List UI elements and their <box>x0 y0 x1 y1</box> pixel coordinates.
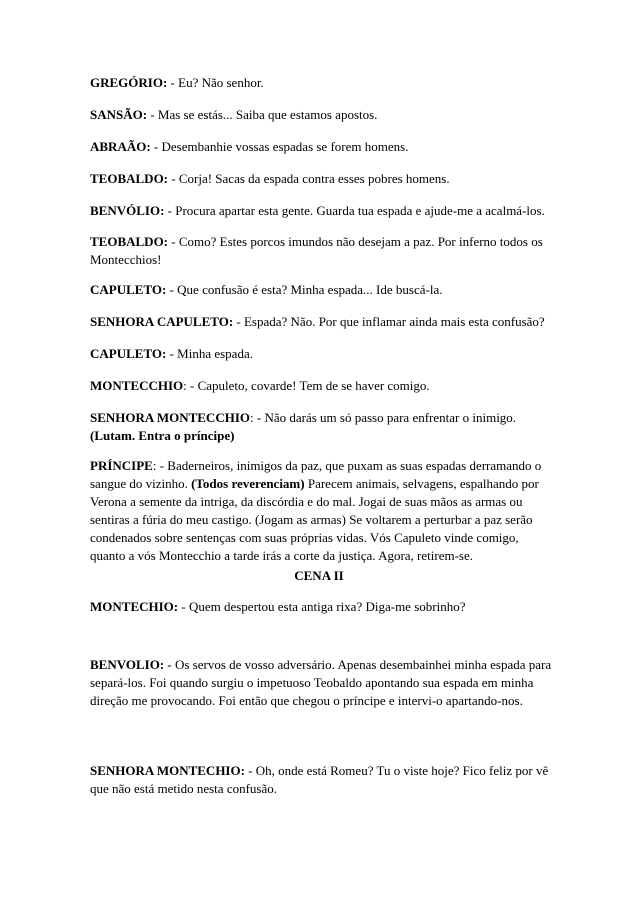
line-text: Parecem animais, selvagens, espalhando por Verona a semente da intriga, da discórdia e do mal. Jogai de suas mãos as armas ou sentiras a fúria do meu castigo. (Jogam as armas) Se voltarem a perturbar a paz serão condenados sobre sentenças com suas próprias vidas. Vós Capuleto vinde comigo, quanto a vós Montecchio a tarde irás a corte da justiça. Agora, retirem-se. <box>90 476 539 563</box>
speaker-name: CAPULETO: <box>90 282 167 297</box>
speaker-name: SANSÃO: <box>90 107 148 122</box>
dialogue-line <box>90 233 552 269</box>
line-text: - Desembanhie vossas espadas se forem homens. <box>150 139 409 154</box>
line-text: - Minha espada. <box>166 346 253 361</box>
line-text: - Corja! Sacas da espada contra esses pobres homens. <box>168 171 450 186</box>
line-text: - Como? Estes porcos imundos não desejam a paz. Por inferno todos os Montecchios! <box>90 234 543 267</box>
speaker-name: BENVÓLIO: <box>90 203 165 218</box>
scene-title: CENA II <box>294 568 344 583</box>
line-text: - Mas se estás... Saiba que estamos apostos. <box>147 107 378 122</box>
dialogue-line <box>90 313 552 331</box>
dialogue-line <box>90 106 552 124</box>
dialogue-line <box>90 202 552 220</box>
dialogue-line <box>90 138 552 156</box>
speaker-name: MONTECHIO: <box>90 599 179 614</box>
speaker-name: MONTECCHIO <box>90 378 184 393</box>
speaker-name: BENVOLIO: <box>90 657 165 672</box>
speaker-name: SENHORA MONTECCHIO <box>90 410 250 425</box>
dialogue-line <box>90 762 552 798</box>
dialogue-line <box>90 457 552 565</box>
dialogue-line <box>90 409 552 445</box>
line-text: - Eu? Não senhor. <box>167 75 264 90</box>
line-text: : - Não darás um só passo para enfrentar o inimigo. <box>250 410 517 425</box>
dialogue-line <box>90 281 552 299</box>
stage-direction: (Lutam. Entra o príncipe) <box>90 428 235 443</box>
dialogue-line <box>90 74 552 92</box>
line-text: - Que confusão é esta? Minha espada... Ide buscá-la. <box>166 282 443 297</box>
dialogue-line <box>90 170 552 188</box>
line-text: - Espada? Não. Por que inflamar ainda mais esta confusão? <box>233 314 545 329</box>
speaker-name: CAPULETO: <box>90 346 167 361</box>
dialogue-line <box>90 377 552 395</box>
speaker-name: TEOBALDO: <box>90 234 169 249</box>
dialogue-line <box>90 598 552 616</box>
speaker-name: ABRAÃO: <box>90 139 151 154</box>
speaker-name: SENHORA MONTECHIO: <box>90 763 245 778</box>
line-text: - Oh, onde está Romeu? Tu o viste hoje? Fico feliz por vê que não está metido nesta confusão. <box>90 763 549 796</box>
dialogue-line <box>90 656 552 710</box>
stage-direction: (Todos reverenciam) <box>191 476 305 491</box>
speaker-name: GREGÓRIO: <box>90 75 168 90</box>
line-text: - Os servos de vosso adversário. Apenas desembainhei minha espada para separá-los. Foi quando surgiu o impetuoso Teobaldo apontando sua espada em minha direção me provocando. Foi então que chegou o príncipe e intervi-o apartando-nos. <box>90 657 552 708</box>
line-text: - Quem despertou esta antiga rixa? Diga-me sobrinho? <box>178 599 466 614</box>
line-text: : - Baderneiros, inimigos da paz, que puxam as suas espadas derramando o sangue do vizinho. <box>90 458 542 491</box>
line-text: - Procura apartar esta gente. Guarda tua espada e ajude-me a acalmá-los. <box>164 203 545 218</box>
speaker-name: TEOBALDO: <box>90 171 169 186</box>
dialogue-line <box>90 345 552 363</box>
speaker-name: PRÍNCIPE <box>90 458 153 473</box>
line-text: : - Capuleto, covarde! Tem de se haver comigo. <box>183 378 430 393</box>
speaker-name: SENHORA CAPULETO: <box>90 314 234 329</box>
